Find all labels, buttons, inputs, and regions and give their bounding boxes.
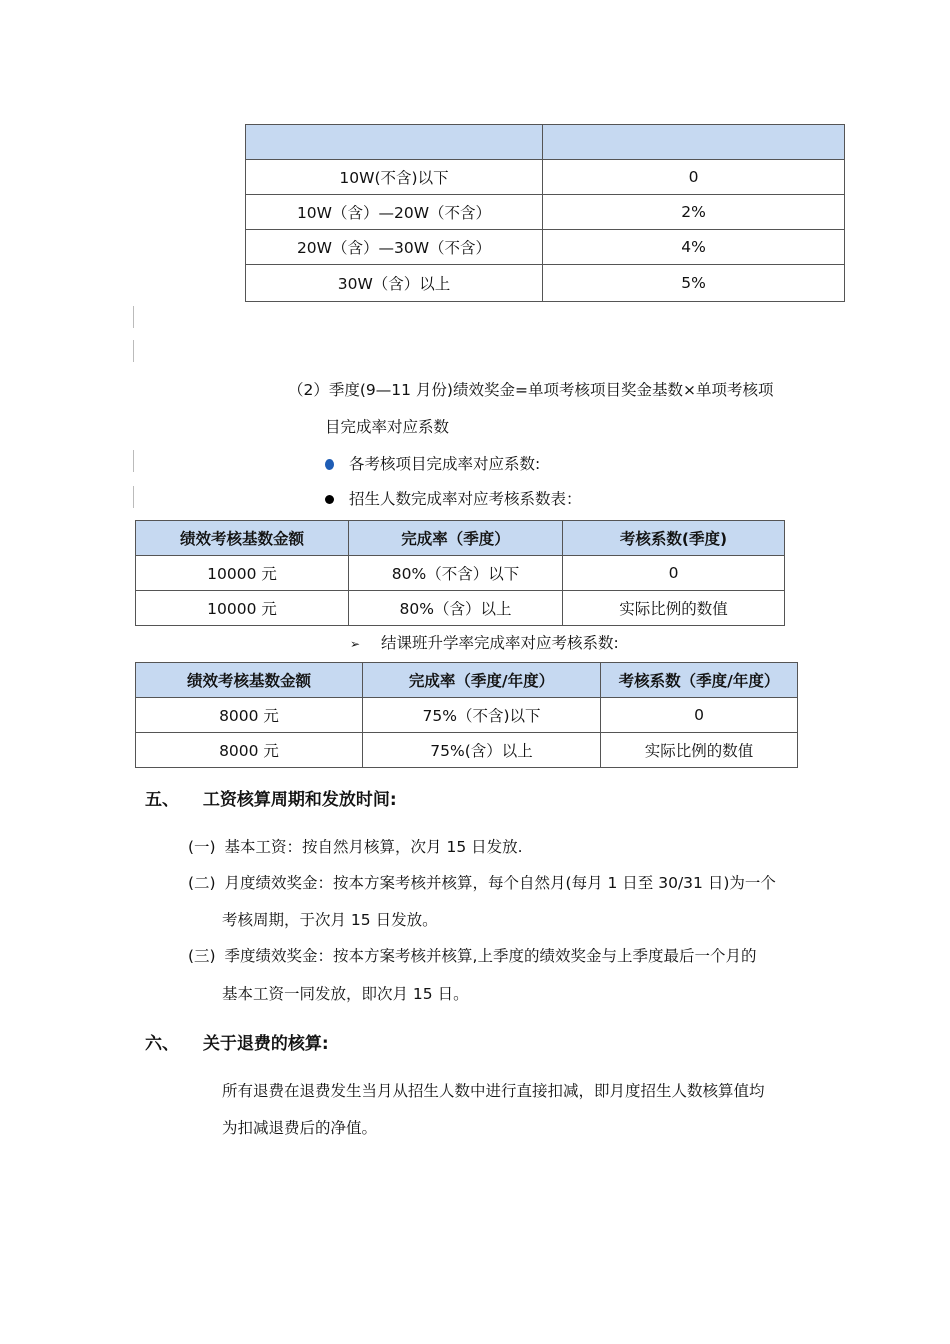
table-row: [246, 265, 845, 302]
table-row: [136, 698, 798, 733]
enrollment-coefficient-table: [135, 520, 785, 626]
table-cell: 10W（含）—20W（不含）: [246, 195, 543, 230]
list-item: [188, 944, 756, 966]
table-row: [136, 591, 785, 626]
section-heading: [145, 1029, 329, 1054]
table-cell: 5%: [543, 265, 845, 302]
table-row: [246, 230, 845, 265]
blue-dot-icon: [325, 459, 334, 470]
section-number: 五、: [145, 790, 179, 810]
arrow-bullet-icon: ➢: [350, 637, 361, 651]
section-title: 工资核算周期和发放时间:: [202, 790, 397, 810]
table-cell: 0: [563, 556, 785, 591]
list-number: (一): [188, 838, 216, 856]
table-cell: 75%（不含)以下: [363, 698, 601, 733]
table-cell: 80%（含）以上: [349, 591, 563, 626]
quarterly-formula: （2）季度(9—11 月份)绩效奖金=单项考核项目奖金基数×单项考核项: [288, 381, 774, 399]
table-header-cell: 完成率（季度/年度）: [363, 663, 601, 698]
table-header-cell: 绩效考核基数金额: [136, 521, 349, 556]
table-cell: 10000 元: [136, 556, 349, 591]
black-dot-icon: [325, 495, 334, 504]
section-heading: [145, 785, 397, 810]
bullet-item: [325, 452, 540, 474]
margin-mark: [133, 340, 134, 362]
table-cell: 10W(不含)以下: [246, 160, 543, 195]
table-cell: 20W（含）—30W（不含）: [246, 230, 543, 265]
list-number: (三): [188, 947, 216, 965]
table-cell: 实际比例的数值: [563, 591, 785, 626]
table-header-row: [246, 125, 845, 160]
table-header-cell: [246, 125, 543, 160]
table-cell: 8000 元: [136, 698, 363, 733]
table-header-cell: 绩效考核基数金额: [136, 663, 363, 698]
table-header-cell: 考核系数（季度/年度）: [601, 663, 798, 698]
arrow-item: [350, 631, 619, 653]
arrow-text: 结课班升学率完成率对应考核系数:: [381, 634, 619, 652]
margin-mark: [133, 450, 134, 472]
commission-rate-table: [245, 124, 845, 302]
table-row: [246, 160, 845, 195]
table-cell: 2%: [543, 195, 845, 230]
margin-mark: [133, 486, 134, 508]
list-item: [188, 871, 776, 893]
table-row: [136, 733, 798, 768]
table-header-row: [136, 521, 785, 556]
list-text-cont: 基本工资一同发放，即次月 15 日。: [222, 985, 469, 1003]
table-row: [246, 195, 845, 230]
table-header-row: [136, 663, 798, 698]
table-cell: 80%（不含）以下: [349, 556, 563, 591]
table-cell: 10000 元: [136, 591, 349, 626]
table-cell: 实际比例的数值: [601, 733, 798, 768]
table-cell: 4%: [543, 230, 845, 265]
quarterly-formula-cont: 目完成率对应系数: [325, 418, 450, 436]
table-cell: 75%(含）以上: [363, 733, 601, 768]
list-text: 基本工资：按自然月核算，次月 15 日发放.: [224, 838, 523, 856]
bullet-text: 各考核项目完成率对应系数:: [348, 455, 541, 473]
table-cell: 0: [601, 698, 798, 733]
table-cell: 0: [543, 160, 845, 195]
table-header-cell: 完成率（季度）: [349, 521, 563, 556]
list-text: 季度绩效奖金：按本方案考核并核算,上季度的绩效奖金与上季度最后一个月的: [224, 947, 757, 965]
graduation-coefficient-table: [135, 662, 798, 768]
bullet-item: [325, 487, 581, 509]
table-cell: 8000 元: [136, 733, 363, 768]
section-title: 关于退费的核算:: [202, 1034, 329, 1054]
table-row: [136, 556, 785, 591]
list-item: [188, 835, 523, 857]
bullet-text: 招生人数完成率对应考核系数表：: [348, 490, 582, 508]
list-number: (二): [188, 874, 216, 892]
margin-mark: [133, 306, 134, 328]
paragraph-cont: 为扣减退费后的净值。: [222, 1119, 378, 1137]
table-header-cell: [543, 125, 845, 160]
table-header-cell: 考核系数(季度): [563, 521, 785, 556]
paragraph: 所有退费在退费发生当月从招生人数中进行直接扣减，即月度招生人数核算值均: [222, 1082, 765, 1100]
list-text: 月度绩效奖金：按本方案考核并核算，每个自然月(每月 1 日至 30/31 日)为一个: [224, 874, 776, 892]
section-number: 六、: [145, 1034, 179, 1054]
list-text-cont: 考核周期，于次月 15 日发放。: [222, 911, 438, 929]
table-cell: 30W（含）以上: [246, 265, 543, 302]
